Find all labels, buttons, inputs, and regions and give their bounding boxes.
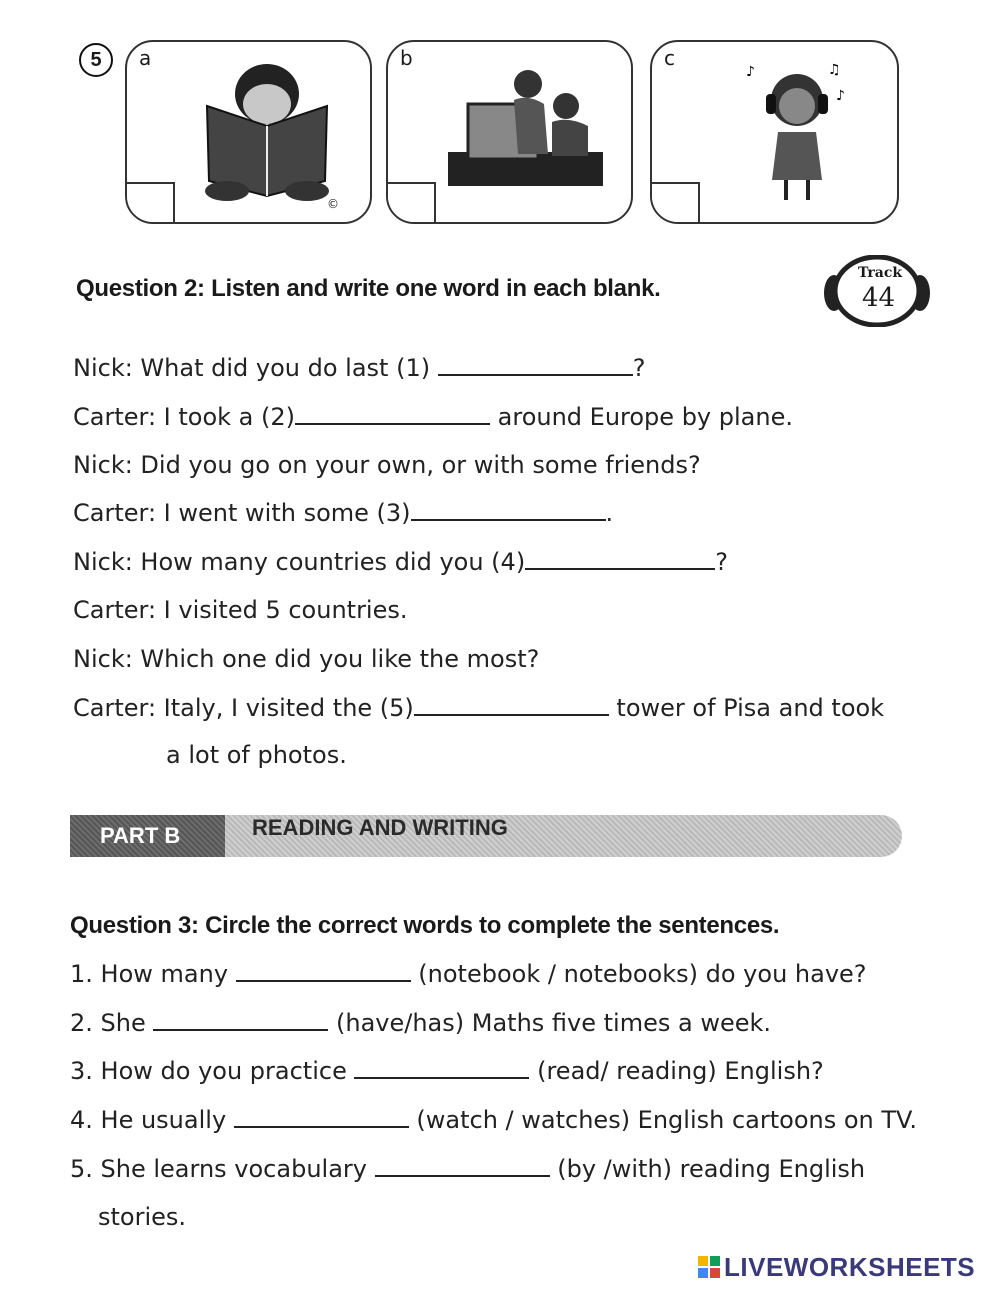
dialogue-text: Nick: Which one did you like the most? — [73, 645, 540, 673]
picture-card-c — [650, 40, 899, 224]
sentence-text: stories. — [98, 1203, 187, 1231]
sentence-5 — [70, 1155, 865, 1183]
part-b-title: READING AND WRITING — [252, 815, 508, 840]
liveworksheets-logo-icon — [698, 1256, 720, 1278]
dialogue-line-7 — [73, 645, 539, 673]
answer-box-a[interactable] — [127, 182, 175, 222]
sentence-blank-4[interactable] — [234, 1106, 409, 1128]
dialogue-line-4 — [73, 499, 613, 527]
dialogue-line-6 — [73, 596, 408, 624]
track-label: Track — [858, 265, 903, 281]
blank-1[interactable] — [438, 354, 633, 376]
sentence-text: 4. He usually — [70, 1106, 234, 1134]
svg-text:♫: ♫ — [828, 62, 841, 78]
copyright-icon: © — [327, 197, 339, 211]
dialogue-text: . — [605, 499, 614, 527]
svg-text:♪: ♪ — [746, 64, 755, 80]
sentence-text: 2. She — [70, 1009, 154, 1037]
sentence-text: (read/ reading) English? — [529, 1057, 824, 1085]
card-letter-c: c — [664, 46, 675, 70]
sentence-text: 1. How many — [70, 960, 236, 988]
dialogue-text: Nick: Did you go on your own, or with some friends? — [73, 451, 701, 479]
sentence-text: 3. How do you practice — [70, 1057, 355, 1085]
svg-text:♪: ♪ — [836, 88, 845, 104]
sentence-text: (by /with) reading English — [549, 1155, 866, 1183]
dialogue-text: ? — [715, 548, 728, 576]
picture-card-a — [125, 40, 372, 224]
sentence-blank-5[interactable] — [375, 1155, 550, 1177]
sentence-4 — [70, 1106, 917, 1134]
dialogue-text: around Europe by plane. — [490, 403, 793, 431]
question-2-heading: Question 2: Listen and write one word in each blank. — [76, 275, 661, 302]
blank-2[interactable] — [295, 403, 490, 425]
dialogue-text: Nick: What did you do last (1) — [73, 354, 438, 382]
dialogue-line-8 — [73, 694, 884, 722]
sentence-3 — [70, 1057, 824, 1085]
part-b-banner — [70, 815, 902, 857]
sentence-text: (watch / watches) English cartoons on TV. — [408, 1106, 917, 1134]
dialogue-text: Carter: I visited 5 countries. — [73, 596, 408, 624]
dialogue-text: a lot of photos. — [166, 741, 347, 769]
brand-name: LIVEWORKSHEETS — [724, 1252, 976, 1282]
dialogue-line-5 — [73, 548, 728, 576]
sentence-2 — [70, 1009, 771, 1037]
sentence-text: 5. She learns vocabulary — [70, 1155, 375, 1183]
sentence-blank-1[interactable] — [236, 960, 411, 982]
dialogue-line-1 — [73, 354, 645, 382]
sentence-blank-3[interactable] — [354, 1057, 529, 1079]
dialogue-line-2 — [73, 403, 793, 431]
sentence-5-continuation — [98, 1203, 186, 1231]
track-number: 44 — [862, 283, 896, 313]
dialogue-text: Carter: Italy, I visited the (5) — [73, 694, 414, 722]
blank-4[interactable] — [525, 548, 715, 570]
answer-box-b[interactable] — [388, 182, 436, 222]
blank-5[interactable] — [414, 694, 609, 716]
sentence-blank-2[interactable] — [153, 1009, 328, 1031]
card-letter-a: a — [139, 46, 152, 70]
part-b-label: PART B — [70, 815, 225, 857]
dialogue-line-9 — [166, 741, 347, 769]
girl-listening-music-icon — [742, 60, 852, 210]
dialogue-line-3 — [73, 451, 701, 479]
dialogue-text: ? — [632, 354, 646, 382]
family-using-computer-icon — [448, 64, 608, 194]
sentence-text: (notebook / notebooks) do you have? — [410, 960, 867, 988]
dialogue-text: tower of Pisa and took — [608, 694, 885, 722]
dialogue-text: Carter: I took a (2) — [73, 403, 296, 431]
sentence-text: (have/has) Maths five times a week. — [328, 1009, 772, 1037]
dialogue-text: Nick: How many countries did you (4) — [73, 548, 526, 576]
exercise-number: 5 — [79, 43, 113, 77]
card-letter-b: b — [400, 46, 413, 70]
boy-reading-book-icon — [197, 56, 337, 206]
blank-3[interactable] — [411, 499, 606, 521]
answer-box-c[interactable] — [652, 182, 700, 222]
picture-card-b — [386, 40, 633, 224]
question-3-heading: Question 3: Circle the correct words to complete the sentences. — [70, 912, 780, 939]
sentence-1 — [70, 960, 867, 988]
dialogue-text: Carter: I went with some (3) — [73, 499, 411, 527]
track-badge — [822, 255, 932, 327]
